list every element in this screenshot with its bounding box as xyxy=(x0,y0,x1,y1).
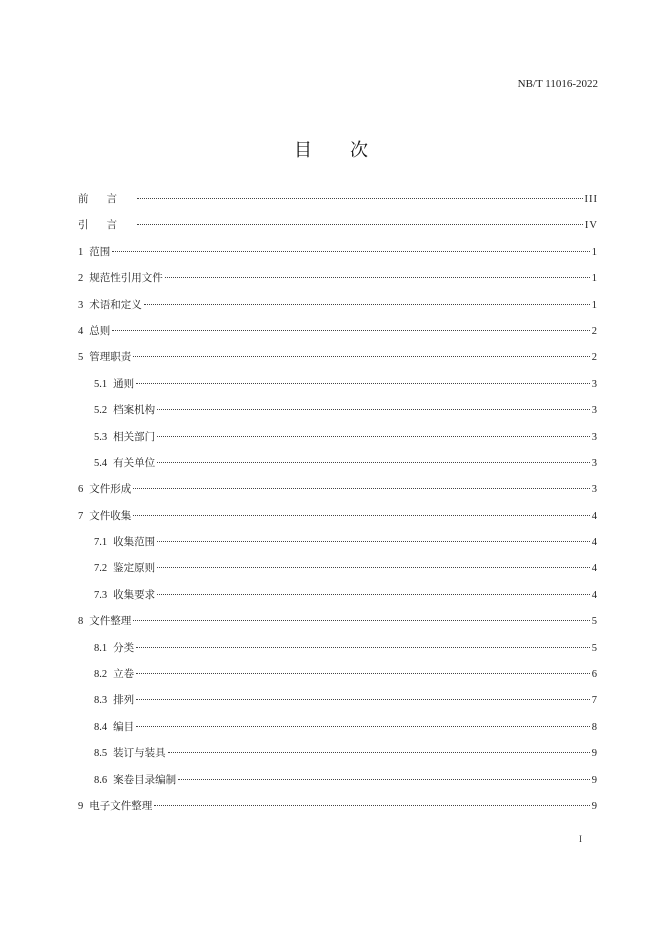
toc-entry-number: 8.6 xyxy=(94,774,108,786)
toc-entry-number: 5.4 xyxy=(94,457,108,469)
toc-entry[interactable] xyxy=(78,666,598,692)
toc-entry-number: 5 xyxy=(78,352,84,364)
toc-entry[interactable] xyxy=(78,191,598,217)
dot-leader xyxy=(136,383,590,384)
toc-entry-label: 案卷目录编制 xyxy=(113,773,177,786)
dot-leader xyxy=(157,436,590,437)
toc-entry[interactable] xyxy=(78,560,598,586)
toc-entry-label: 相关部门 xyxy=(113,430,156,443)
toc-entry[interactable] xyxy=(78,376,598,402)
toc-entry-page: 2 xyxy=(591,352,598,364)
toc-entry-page: 1 xyxy=(591,273,598,285)
toc-entry-number: 6 xyxy=(78,484,84,496)
toc-entry[interactable] xyxy=(78,323,598,349)
toc-entry-number: 1 xyxy=(78,246,84,258)
toc-entry[interactable] xyxy=(78,613,598,639)
toc-entry-number: 8 xyxy=(78,616,84,628)
toc-entry-page: 5 xyxy=(591,616,598,628)
dot-leader xyxy=(133,620,590,621)
toc-entry[interactable] xyxy=(78,244,598,270)
toc-entry-page: 3 xyxy=(591,378,598,390)
toc-entry-page: 8 xyxy=(591,721,598,733)
dot-leader xyxy=(144,304,590,305)
toc-entry-number: 5.1 xyxy=(94,378,108,390)
toc-entry-page: 3 xyxy=(591,405,598,417)
toc-entry-page: IV xyxy=(584,220,598,232)
toc-entry-page: 4 xyxy=(591,537,598,549)
toc-entry-page: 1 xyxy=(591,299,598,311)
toc-entry-number: 7.3 xyxy=(94,589,108,601)
dot-leader xyxy=(165,277,590,278)
toc-entry-page: 3 xyxy=(591,431,598,443)
toc-entry-label: 前言 xyxy=(78,193,135,205)
toc-entry[interactable] xyxy=(78,798,598,824)
toc-entry[interactable] xyxy=(78,640,598,666)
dot-leader xyxy=(157,594,590,595)
toc-entry[interactable] xyxy=(78,508,598,534)
toc-entry-label: 分类 xyxy=(113,641,135,654)
toc-entry-number: 7.1 xyxy=(94,537,108,549)
toc-entry[interactable] xyxy=(78,402,598,428)
toc-entry-number: 5.2 xyxy=(94,405,108,417)
toc-entry-label: 规范性引用文件 xyxy=(89,272,163,285)
toc-entry-label: 文件形成 xyxy=(89,483,132,496)
dot-leader xyxy=(157,462,590,463)
toc-entry[interactable] xyxy=(78,772,598,798)
toc-entry-number: 8.2 xyxy=(94,669,108,681)
toc-entry[interactable] xyxy=(78,217,598,243)
toc-entry-label: 立卷 xyxy=(113,668,135,681)
dot-leader xyxy=(133,515,590,516)
dot-leader xyxy=(136,699,590,700)
toc-entry-page: 4 xyxy=(591,563,598,575)
toc-entry[interactable] xyxy=(78,270,598,296)
dot-leader xyxy=(136,673,590,674)
toc-entry-number: 7.2 xyxy=(94,563,108,575)
toc-entry-label: 电子文件整理 xyxy=(89,799,153,812)
toc-entry-label: 鉴定原则 xyxy=(113,562,156,575)
dot-leader xyxy=(168,752,590,753)
toc-entry-page: 6 xyxy=(591,669,598,681)
toc-entry-label: 排列 xyxy=(113,694,135,707)
title-part-1: 目 xyxy=(294,140,312,161)
dot-leader xyxy=(112,330,590,331)
toc-entry-label: 档案机构 xyxy=(113,404,156,417)
dot-leader xyxy=(157,541,590,542)
toc-entry[interactable] xyxy=(78,692,598,718)
toc-entry[interactable] xyxy=(78,719,598,745)
toc-entry-number: 8.3 xyxy=(94,695,108,707)
table-of-contents xyxy=(78,191,598,824)
toc-entry-page: 7 xyxy=(591,695,598,707)
toc-entry-number: 8.1 xyxy=(94,642,108,654)
toc-entry-number: 4 xyxy=(78,325,84,337)
toc-entry-page: 9 xyxy=(591,774,598,786)
toc-entry-page: 3 xyxy=(591,484,598,496)
toc-entry-label: 管理职责 xyxy=(89,351,132,364)
toc-entry-label: 范围 xyxy=(89,245,111,258)
toc-entry-label: 通则 xyxy=(113,377,135,390)
toc-entry-page: 1 xyxy=(591,246,598,258)
toc-entry-page: 9 xyxy=(591,800,598,812)
toc-entry[interactable] xyxy=(78,455,598,481)
toc-entry[interactable] xyxy=(78,297,598,323)
toc-entry-page: 3 xyxy=(591,457,598,469)
toc-entry-label: 总则 xyxy=(89,324,111,337)
dot-leader xyxy=(178,779,590,780)
toc-entry-label: 文件整理 xyxy=(89,615,132,628)
toc-entry-number: 8.5 xyxy=(94,748,108,760)
toc-entry-label: 收集范围 xyxy=(113,536,156,549)
dot-leader xyxy=(136,726,590,727)
toc-entry[interactable] xyxy=(78,534,598,560)
toc-entry-label: 文件收集 xyxy=(89,509,132,522)
toc-entry-number: 8.4 xyxy=(94,721,108,733)
toc-entry[interactable] xyxy=(78,429,598,455)
standard-code: NB/T 11016-2022 xyxy=(517,78,598,90)
toc-entry-number: 7 xyxy=(78,510,84,522)
dot-leader xyxy=(112,251,590,252)
toc-entry-page: 4 xyxy=(591,589,598,601)
toc-entry-label: 引言 xyxy=(78,219,135,232)
toc-entry-label: 收集要求 xyxy=(113,588,156,601)
dot-leader xyxy=(137,224,583,225)
title-part-2: 次 xyxy=(350,140,368,161)
dot-leader xyxy=(133,488,590,489)
toc-entry-page: 9 xyxy=(591,748,598,760)
page-number: I xyxy=(579,834,582,844)
toc-entry-number: 3 xyxy=(78,299,84,311)
toc-entry-label: 有关单位 xyxy=(113,456,156,469)
page-title xyxy=(0,136,662,162)
toc-entry[interactable] xyxy=(78,349,598,375)
dot-leader xyxy=(136,647,590,648)
dot-leader xyxy=(137,198,583,199)
toc-entry-label: 术语和定义 xyxy=(89,298,142,311)
toc-entry-number: 2 xyxy=(78,273,84,285)
toc-entry-label: 装订与装具 xyxy=(113,747,166,760)
toc-entry[interactable] xyxy=(78,587,598,613)
toc-entry-number: 9 xyxy=(78,800,84,812)
toc-entry-page: 2 xyxy=(591,325,598,337)
dot-leader xyxy=(157,567,590,568)
toc-entry-number: 5.3 xyxy=(94,431,108,443)
dot-leader xyxy=(133,356,590,357)
toc-entry-page: 4 xyxy=(591,510,598,522)
toc-entry-label: 编目 xyxy=(113,720,135,733)
dot-leader xyxy=(154,805,590,806)
toc-entry[interactable] xyxy=(78,481,598,507)
toc-entry-page: III xyxy=(584,194,598,205)
toc-entry[interactable] xyxy=(78,745,598,771)
dot-leader xyxy=(157,409,590,410)
toc-entry-page: 5 xyxy=(591,642,598,654)
